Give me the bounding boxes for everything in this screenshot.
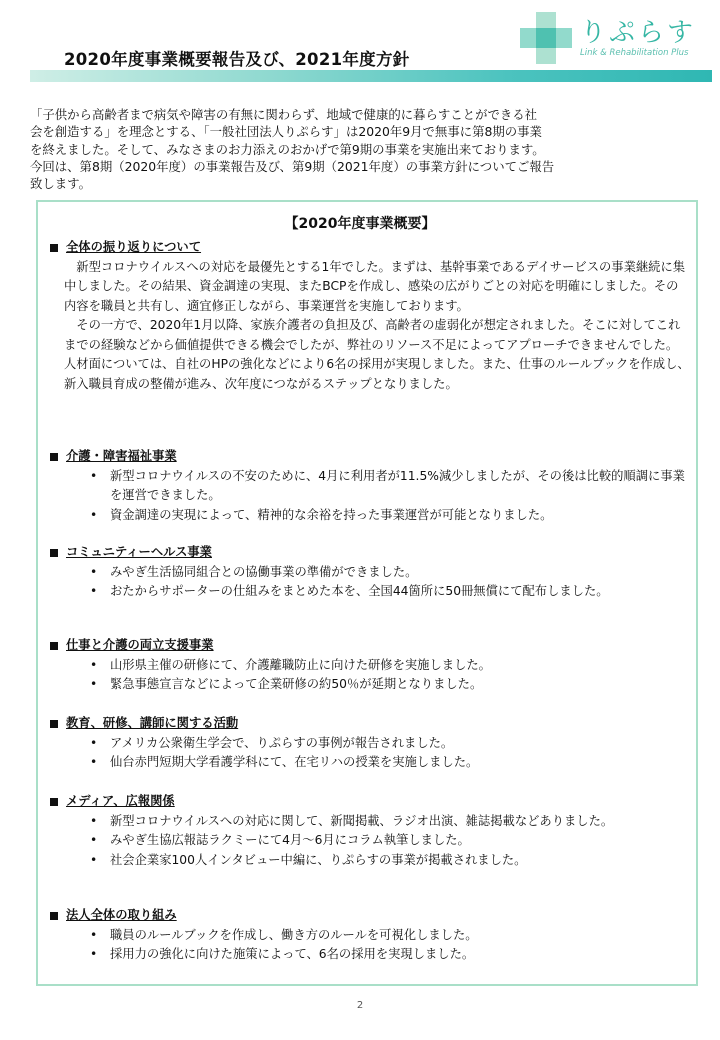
square-bullet-icon xyxy=(50,453,58,461)
section-heading xyxy=(50,906,690,926)
section-heading-text: 教育、研修、講師に関する活動 xyxy=(66,716,239,730)
list-item: • アメリカ公衆衛生学会で、りぷらすの事例が報告されました。 xyxy=(50,734,690,754)
square-bullet-icon xyxy=(50,720,58,728)
intro-line: 致します。 xyxy=(30,176,91,192)
green-cross-logo-icon xyxy=(518,10,574,66)
section-heading-text: 仕事と介護の両立支援事業 xyxy=(66,638,214,652)
section-heading xyxy=(50,543,690,563)
section-care-welfare xyxy=(50,447,690,525)
header-gradient-band xyxy=(30,70,712,82)
intro-line: 会を創造する」を理念とする、「一般社団法人りぷらす」は2020年9月で無事に第8期の事業 xyxy=(30,124,542,140)
list-item: • 新型コロナウイルスへの対応に関して、新聞掲載、ラジオ出演、雑誌掲載などありました。 xyxy=(50,812,690,832)
intro-line: を終えました。そして、みなさまのお力添えのおかげで第9期の事業を実施出来ております。 xyxy=(30,141,545,157)
square-bullet-icon xyxy=(50,912,58,920)
section-community-health xyxy=(50,543,690,602)
list-item: • みやぎ生活協同組合との協働事業の準備ができました。 xyxy=(50,563,690,583)
box-title: 【2020年度事業概要】 xyxy=(284,216,436,232)
list-item: • 採用力の強化に向けた施策によって、6名の採用を実現しました。 xyxy=(50,945,690,965)
list-item: • 資金調達の実現によって、精神的な余裕を持った事業運営が可能となりました。 xyxy=(50,506,690,526)
section-media xyxy=(50,792,690,870)
section-heading xyxy=(50,238,690,258)
list-item: • 社会企業家100人インタビュー中編に、りぷらすの事業が掲載されました。 xyxy=(50,851,690,871)
square-bullet-icon xyxy=(50,798,58,806)
section-heading xyxy=(50,636,690,656)
section-heading-text: メディア、広報関係 xyxy=(66,794,175,808)
page-number: 2 xyxy=(356,1000,364,1011)
list-item: • 山形県主催の研修にて、介護離職防止に向けた研修を実施しました。 xyxy=(50,656,690,676)
section-work-care-balance xyxy=(50,636,690,695)
logo-wordmark: りぷらす xyxy=(580,18,697,48)
section-heading-text: 介護・障害福祉事業 xyxy=(66,449,177,463)
list-item: • 緊急事態宣言などによって企業研修の約50％が延期となりました。 xyxy=(50,675,690,695)
page-title: 2020年度事業概要報告及び、2021年度方針 xyxy=(64,50,410,69)
section-heading-text: コミュニティーヘルス事業 xyxy=(66,545,212,559)
section-heading xyxy=(50,447,690,467)
section-corporate xyxy=(50,906,690,965)
intro-line: 「子供から高齢者まで病気や障害の有無に関わらず、地域で健康的に暮らすことができる社 xyxy=(30,107,538,122)
intro-line: 今回は、第8期（2020年度）の事業報告及び、第9期（2021年度）の事業方針についてご報告 xyxy=(30,158,555,174)
section-heading xyxy=(50,792,690,812)
square-bullet-icon xyxy=(50,244,58,252)
section-heading xyxy=(50,714,690,734)
list-item: • 新型コロナウイルスの不安のために、4月に利用者が11.5%減少しましたが、その後は比較的順調に事業を運営できました。 xyxy=(50,467,690,506)
section-heading-text: 全体の振り返りについて xyxy=(66,240,202,254)
logo-tagline: Link & Rehabilitation Plus xyxy=(580,48,689,58)
list-item: • 職員のルールブックを作成し、働き方のルールを可視化しました。 xyxy=(50,926,690,946)
section-education xyxy=(50,714,690,773)
square-bullet-icon xyxy=(50,549,58,557)
section-paragraph: 新型コロナウイルスへの対応を最優先とする1年でした。まずは、基幹事業であるデイサービスの事業継続に集中しました。その結果、資金調達の実現、またBCPを作成し、感染の広がりごとの対応を明確にしました。その内容を職員と共有し、適宜修正しながら、事業運営を実施しております。 xyxy=(64,259,686,313)
section-overview xyxy=(50,238,690,394)
intro-paragraph xyxy=(30,106,700,192)
list-item: • 仙台赤門短期大学看護学科にて、在宅リハの授業を実施しました。 xyxy=(50,753,690,773)
section-heading-text: 法人全体の取り組み xyxy=(66,908,177,922)
list-item: • みやぎ生協広報誌ラクミーにて4月～6月にコラム執筆しました。 xyxy=(50,831,690,851)
square-bullet-icon xyxy=(50,642,58,650)
company-logo xyxy=(518,10,698,66)
section-paragraph: その一方で、2020年1月以降、家族介護者の負担及び、高齢者の虚弱化が想定されました。そこに対してこれまでの経験などから価値提供できる機会でしたが、弊社のリソース不足によってアプローチできませんでした。人材面については、自社のHPの強化などにより6名の採用が実現しました。また、仕事のルールブックを作成し、新入職員育成の整備が進み、次年度につながるステップとなりました。 xyxy=(64,318,690,391)
list-item: • おたからサポーターの仕組みをまとめた本を、全国44箇所に50冊無償にて配布しました。 xyxy=(50,582,690,602)
